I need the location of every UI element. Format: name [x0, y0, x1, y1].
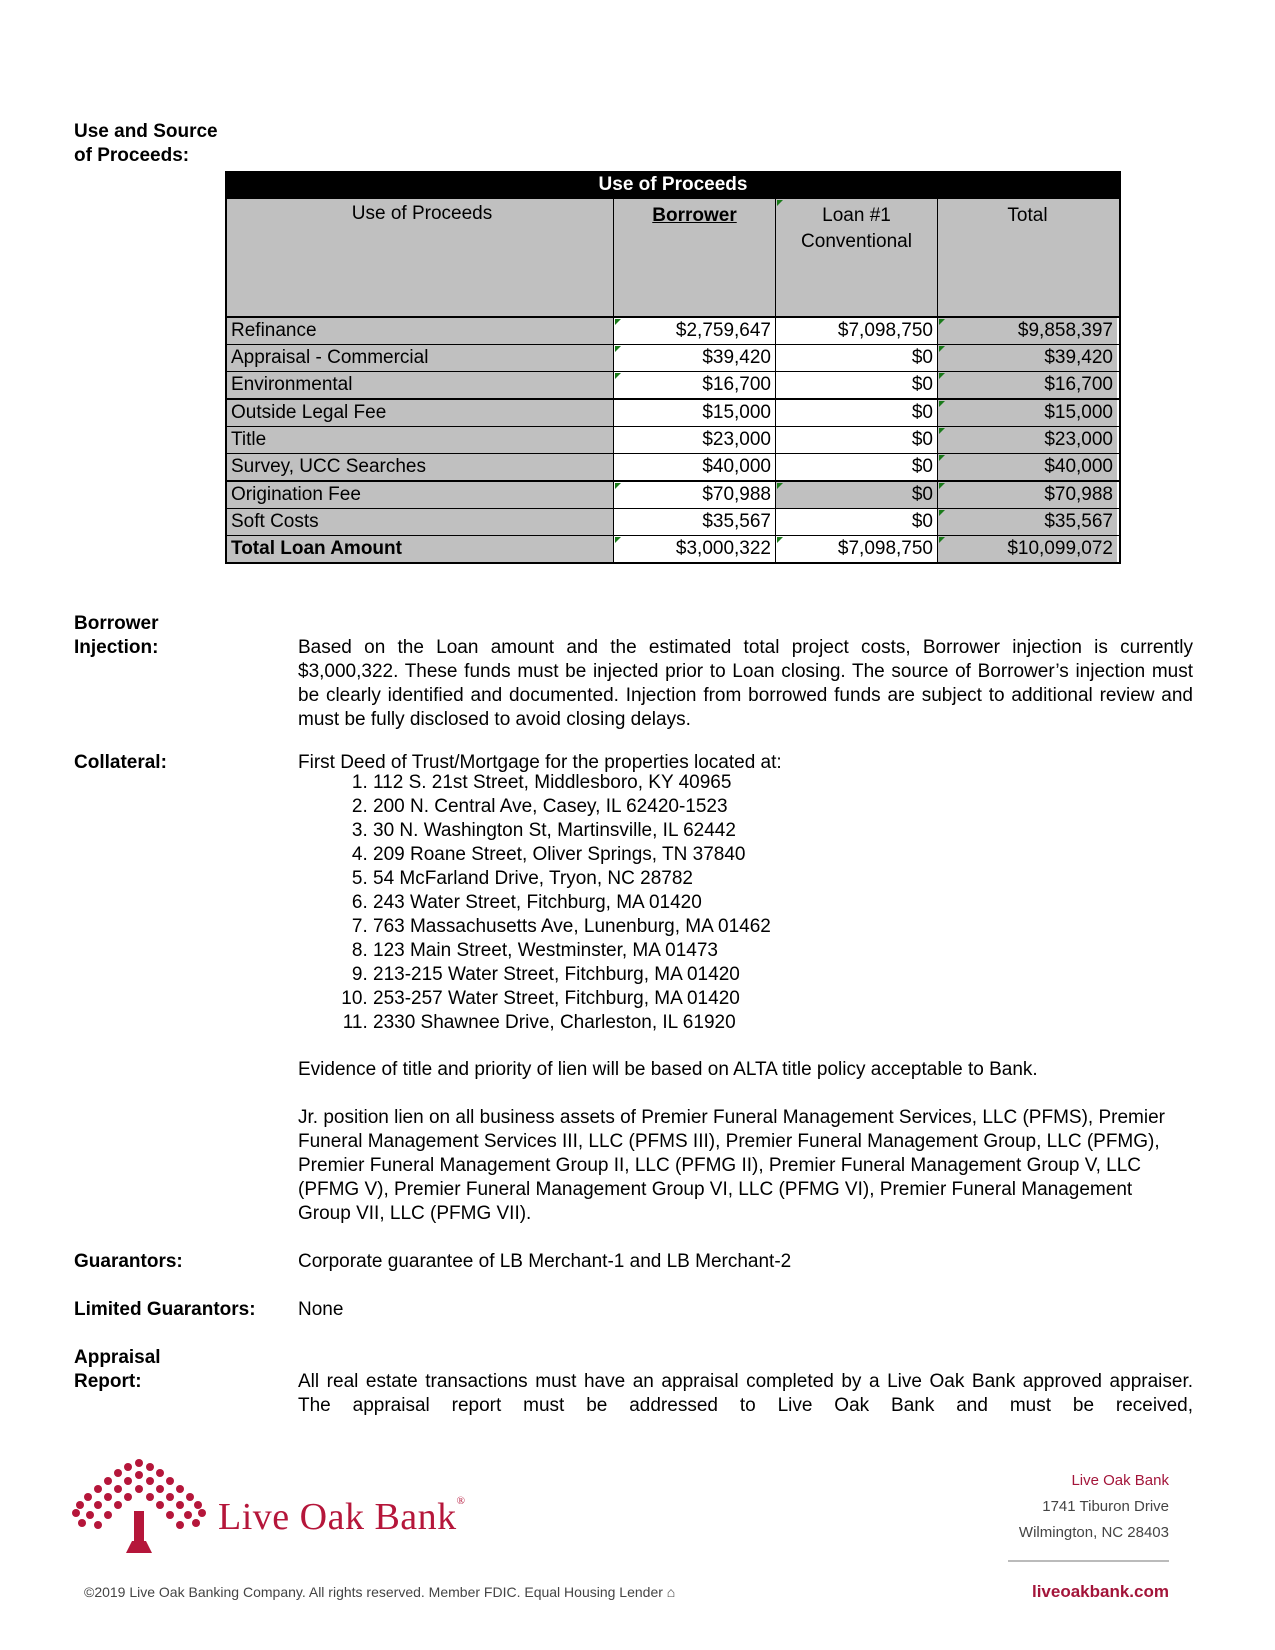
list-item: 9. 213-215 Water Street, Fitchburg, MA 01420: [373, 963, 771, 987]
label-line: Report:: [74, 1371, 142, 1392]
list-item: 4. 209 Roane Street, Oliver Springs, TN 37840: [373, 843, 771, 867]
table-title: Use of Proceeds: [227, 171, 1119, 199]
address-line1: 1741 Tiburon Drive: [1042, 1498, 1169, 1515]
loan1-cell: $0: [775, 509, 937, 535]
list-item: 2. 200 N. Central Ave, Casey, IL 62420-1523: [373, 795, 771, 819]
loan1-cell: $7,098,750: [775, 536, 937, 562]
total-cell: $23,000: [937, 427, 1117, 453]
guarantors-text: Corporate guarantee of LB Merchant-1 and LB Merchant-2: [298, 1251, 792, 1272]
address-name: Live Oak Bank: [1071, 1472, 1169, 1489]
row-label: Outside Legal Fee: [227, 400, 613, 426]
loan1-cell: $7,098,750: [775, 318, 937, 344]
loan1-cell: $0: [775, 482, 937, 508]
loan1-cell: $0: [775, 454, 937, 480]
label-line: Borrower: [74, 613, 159, 634]
collateral-address-list: [298, 771, 771, 1035]
label-line: Use and Source: [74, 121, 218, 142]
total-cell: $10,099,072: [937, 536, 1117, 562]
list-item: 3. 30 N. Washington St, Martinsville, IL 62442: [373, 819, 771, 843]
header-borrower-label: Borrower: [652, 205, 737, 226]
borrower-cell: $39,420: [613, 345, 775, 371]
table-row: [227, 371, 1119, 398]
appraisal-text: All real estate transactions must have an appraisal completed by a Live Oak Bank approved appraiser. The appraisal report must be addressed to Live Oak Bank and must be received,: [298, 1371, 1193, 1416]
use-of-proceeds-table: [225, 171, 1121, 564]
website-link[interactable]: liveoakbank.com: [1031, 1582, 1169, 1601]
limited-guarantors-label: Limited Guarantors:: [74, 1299, 256, 1320]
row-label: Refinance: [227, 318, 613, 344]
row-label: Survey, UCC Searches: [227, 454, 613, 480]
table-total-row: [227, 535, 1119, 562]
total-cell: $9,858,397: [937, 318, 1117, 344]
borrower-cell: $16,700: [613, 372, 775, 398]
total-cell: $40,000: [937, 454, 1117, 480]
collateral-jr-lien: Jr. position lien on all business assets of Premier Funeral Management Services, LLC (PFMS), Premier Funeral Management Services III, LLC (PFMS III), Premier Funeral Management Group, LLC (PFMG), Premier Funeral Management Group II, LLC (PFMG II), Premier Funeral Management Group V, LLC (PFMG V), Premier Funeral Management Group VI, LLC (PFMG VI), Premier Funeral Management Group VII, LLC (PFMG VII).: [298, 1107, 1165, 1224]
header-total: Total: [937, 199, 1117, 316]
total-cell: $70,988: [937, 482, 1117, 508]
borrower-cell: $15,000: [613, 400, 775, 426]
header-loan1-label: Loan #1: [822, 205, 891, 226]
table-row: [227, 453, 1119, 480]
list-item: 7. 763 Massachusetts Ave, Lunenburg, MA 01462: [373, 915, 771, 939]
borrower-cell: $70,988: [613, 482, 775, 508]
equal-housing-icon: ⌂: [666, 1584, 676, 1600]
loan1-cell: $0: [775, 427, 937, 453]
row-label: Title: [227, 427, 613, 453]
loan1-cell: $0: [775, 400, 937, 426]
limited-guarantors-text: None: [298, 1299, 344, 1320]
loan1-cell: $0: [775, 372, 937, 398]
registered-mark: ®: [456, 1495, 466, 1507]
list-item: 6. 243 Water Street, Fitchburg, MA 01420: [373, 891, 771, 915]
total-cell: $15,000: [937, 400, 1117, 426]
header-loan1-sublabel: Conventional: [801, 231, 912, 252]
label-line: of Proceeds:: [74, 145, 190, 166]
use-source-label: [74, 120, 218, 168]
table-row: [227, 480, 1119, 508]
bank-address: [1019, 1468, 1169, 1546]
row-label: Origination Fee: [227, 482, 613, 508]
borrower-cell: $23,000: [613, 427, 775, 453]
table-row: [227, 398, 1119, 426]
table-header-row: [227, 199, 1119, 316]
logo-wordmark: Live Oak Bank: [218, 1496, 457, 1538]
copyright-text: ©2019 Live Oak Banking Company. All rights reserved. Member FDIC. Equal Housing Lender: [84, 1584, 663, 1600]
borrower-cell: $3,000,322: [613, 536, 775, 562]
copyright-notice: [84, 1584, 675, 1600]
address-line2: Wilmington, NC 28403: [1018, 1524, 1169, 1541]
collateral-intro: First Deed of Trust/Mortgage for the properties located at:: [298, 752, 782, 773]
borrower-injection-label: [74, 612, 158, 660]
list-item: 11. 2330 Shawnee Drive, Charleston, IL 61920: [373, 1011, 771, 1035]
row-label: Total Loan Amount: [227, 536, 613, 562]
loan1-cell: $0: [775, 345, 937, 371]
borrower-cell: $35,567: [613, 509, 775, 535]
list-item: 10. 253-257 Water Street, Fitchburg, MA 01420: [373, 987, 771, 1011]
list-item: 5. 54 McFarland Drive, Tryon, NC 28782: [373, 867, 771, 891]
total-cell: $35,567: [937, 509, 1117, 535]
row-label: Environmental: [227, 372, 613, 398]
row-label: Appraisal - Commercial: [227, 345, 613, 371]
oak-tree-logo-icon: [70, 1453, 210, 1553]
table-row: [227, 508, 1119, 535]
footer-divider: [1008, 1560, 1169, 1562]
bank-logo-text: [218, 1495, 466, 1539]
header-borrower: [613, 199, 775, 316]
appraisal-label: [74, 1346, 161, 1394]
row-label: Soft Costs: [227, 509, 613, 535]
table-row: [227, 316, 1119, 344]
list-item: 1. 112 S. 21st Street, Middlesboro, KY 40965: [373, 771, 771, 795]
borrower-injection-text: Based on the Loan amount and the estimated total project costs, Borrower injection is currently $3,000,322. These funds must be injected prior to Loan closing. The source of Borrower’s injection must be clearly identified and documented. Injection from borrowed funds are subject to additional review and must be fully disclosed to avoid closing delays.: [298, 637, 1193, 730]
collateral-label: Collateral:: [74, 752, 167, 773]
header-loan1: [775, 199, 937, 316]
borrower-cell: $2,759,647: [613, 318, 775, 344]
table-row: [227, 344, 1119, 371]
borrower-cell: $40,000: [613, 454, 775, 480]
label-line: Appraisal: [74, 1347, 161, 1368]
total-cell: $16,700: [937, 372, 1117, 398]
list-item: 8. 123 Main Street, Westminster, MA 01473: [373, 939, 771, 963]
header-use-of-proceeds: Use of Proceeds: [227, 199, 613, 316]
guarantors-label: Guarantors:: [74, 1251, 183, 1272]
label-line: Injection:: [74, 637, 159, 658]
total-cell: $39,420: [937, 345, 1117, 371]
collateral-title-evidence: Evidence of title and priority of lien will be based on ALTA title policy acceptable to Bank.: [298, 1059, 1038, 1080]
table-row: [227, 426, 1119, 453]
